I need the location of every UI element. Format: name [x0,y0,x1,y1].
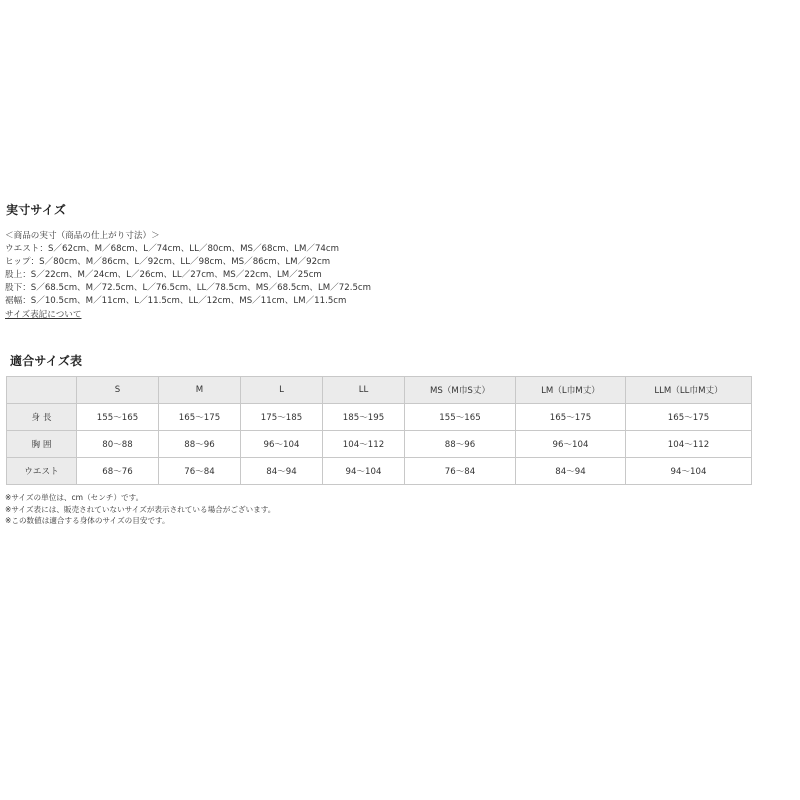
table-cell: 84〜94 [241,458,323,485]
table-cell: 155〜165 [405,404,516,431]
actual-size-heading: 実寸サイズ [6,203,67,217]
table-cell: 94〜104 [323,458,405,485]
column-header-l: L [241,377,323,404]
actual-size-inseam: 股下：S／68.5cm、M／72.5cm、L／76.5cm、LL／78.5cm、MS／68.5cm、LM／72.5cm [5,283,372,294]
table-cell: 96〜104 [516,431,626,458]
table-cell: 185〜195 [323,404,405,431]
size-notes [5,492,275,527]
table-cell: 104〜112 [323,431,405,458]
table-cell: 175〜185 [241,404,323,431]
column-header-ms: MS（M巾S丈） [405,377,516,404]
column-header-ll: LL [323,377,405,404]
fit-size-heading: 適合サイズ表 [10,354,83,368]
table-cell: 155〜165 [77,404,159,431]
actual-size-waist: ウエスト：S／62cm、M／68cm、L／74cm、LL／80cm、MS／68cm、LM／74cm [5,244,339,255]
table-cell: 76〜84 [405,458,516,485]
note-unit: ※サイズの単位は、cm（センチ）です。 [5,493,144,502]
actual-size-intro: ＜商品の実寸（商品の仕上がり寸法）＞ [5,231,160,241]
table-cell: 84〜94 [516,458,626,485]
table-cell: 165〜175 [516,404,626,431]
table-cell: 80〜88 [77,431,159,458]
table-cell: 76〜84 [159,458,241,485]
table-cell: 94〜104 [626,458,752,485]
actual-size-hip: ヒップ：S／80cm、M／86cm、L／92cm、LL／98cm、MS／86cm、LM／92cm [5,257,331,268]
column-header-blank [7,377,77,404]
table-cell: 88〜96 [159,431,241,458]
note-unsold-sizes: ※サイズ表には、販売されていないサイズが表示されている場合がございます。 [5,504,276,514]
row-label-chest: 胸 囲 [7,431,77,458]
table-row-waist [7,458,752,485]
table-cell: 165〜175 [626,404,752,431]
actual-size-hem-width: 裾幅：S／10.5cm、M／11cm、L／11.5cm、LL／12cm、MS／11cm、LM／11.5cm [5,296,347,307]
fit-size-table [6,376,752,485]
table-row-chest [7,431,752,458]
column-header-llm: LLM（LL巾M丈） [626,377,752,404]
table-cell: 104〜112 [626,431,752,458]
table-cell: 68〜76 [77,458,159,485]
row-label-height: 身 長 [7,404,77,431]
table-header-row [7,377,752,404]
row-label-waist: ウエスト [7,458,77,485]
table-cell: 165〜175 [159,404,241,431]
table-cell: 96〜104 [241,431,323,458]
table-cell: 88〜96 [405,431,516,458]
table-row-height [7,404,752,431]
column-header-lm: LM（L巾M丈） [516,377,626,404]
actual-size-block [5,230,371,322]
note-guideline: ※この数値は適合する身体のサイズの目安です。 [5,516,170,525]
column-header-m: M [159,377,241,404]
actual-size-rise: 股上：S／22cm、M／24cm、L／26cm、LL／27cm、MS／22cm、LM／25cm [5,270,322,281]
column-header-s: S [77,377,159,404]
size-notation-link[interactable]: サイズ表記について [5,309,82,320]
